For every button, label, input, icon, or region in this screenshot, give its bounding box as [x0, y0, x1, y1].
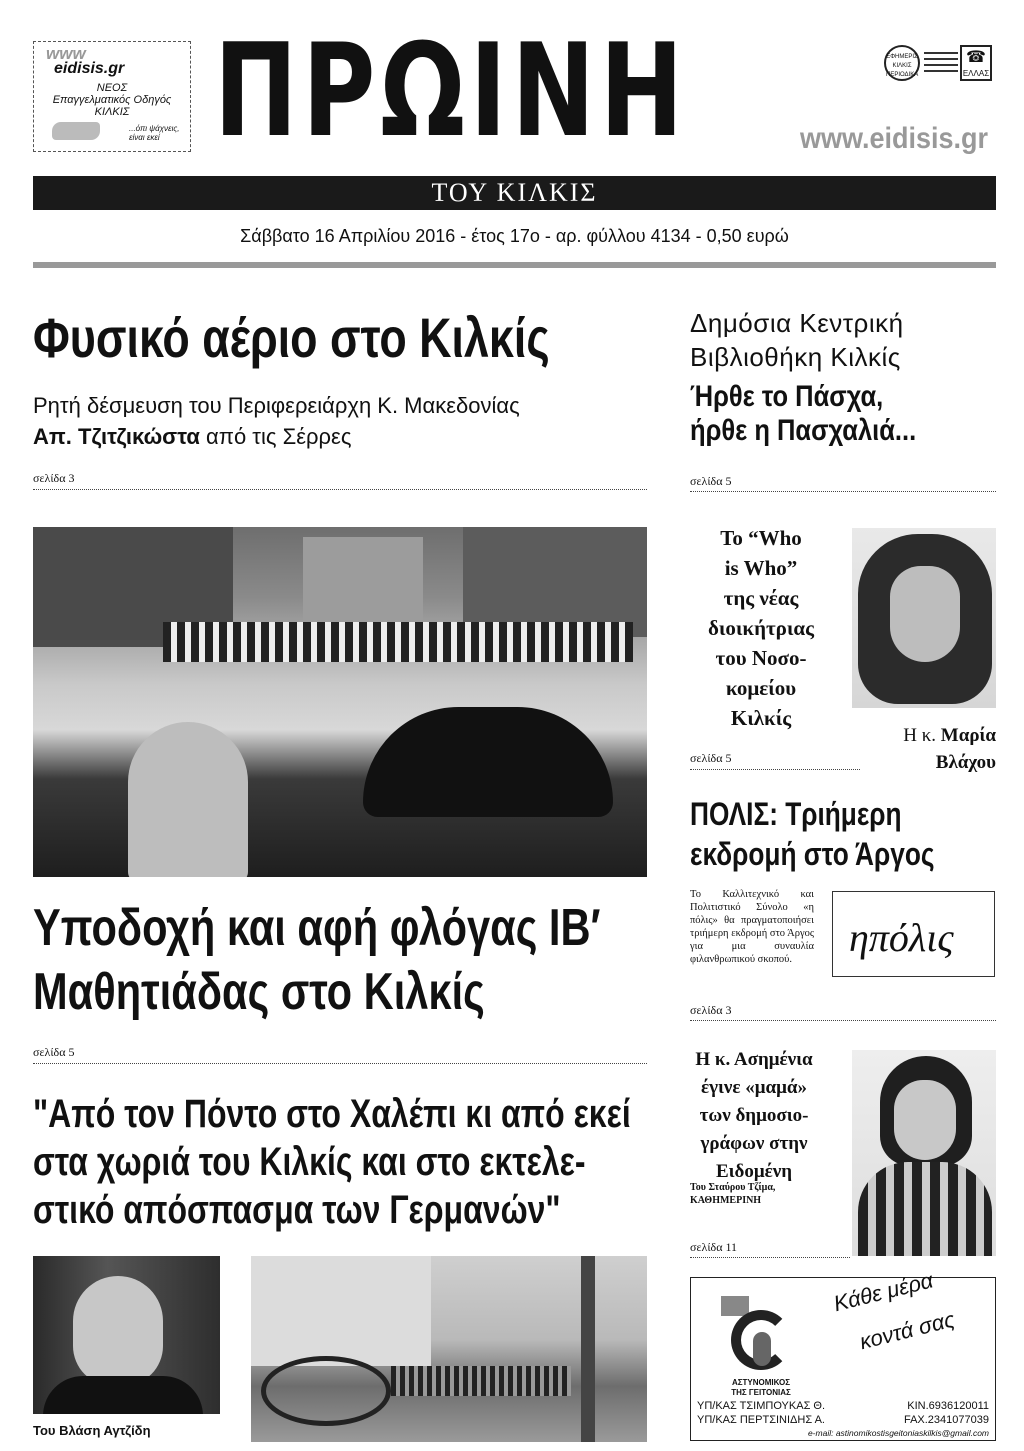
- police-email[interactable]: e-mail: astinomikostisgeitoniaskilkis@gmail.com: [807, 1428, 989, 1438]
- photo-author-portrait: [33, 1256, 220, 1414]
- ad-line-2: Επαγγελματικός Οδηγός: [52, 94, 172, 106]
- header-divider: [33, 262, 996, 268]
- headline-easter-2[interactable]: ήρθε η Πασχαλιά...: [690, 414, 917, 447]
- masthead-subtitle: ΤΟΥ ΚΙΛΚΙΣ: [431, 178, 598, 207]
- police-name-2: ΤΗΣ ΓΕΙΤΟΝΙΑΣ: [731, 1388, 791, 1397]
- ad-url: eidisis.gr: [54, 60, 125, 77]
- library-kicker-1: Δημόσια Κεντρική: [690, 308, 904, 338]
- dateline: Σάββατο 16 Απριλίου 2016 - έτος 17ο - αρ. φύλλου 4134 - 0,50 ευρώ: [240, 226, 789, 246]
- ad-line-3: ΚΙΛΚΙΣ: [94, 106, 130, 118]
- polis-logo: ηπόλις: [832, 891, 995, 977]
- headline-polis-1[interactable]: ΠΟΛΙΣ: Τριήμερη: [690, 796, 902, 832]
- page-ref: σελίδα 5: [690, 751, 732, 765]
- post-horn-icon: ☎: [966, 49, 986, 66]
- ad-line-1: ΝΕΟΣ: [96, 82, 128, 94]
- ad-www: www: [46, 44, 86, 63]
- photo-historical-street: [251, 1256, 647, 1442]
- page-ref: σελίδα 3: [690, 1003, 732, 1017]
- police-slogan-1: Κάθε μέρα: [831, 1267, 936, 1317]
- police-slogan-2: κοντά σας: [857, 1306, 958, 1355]
- headline-asimenia[interactable]: Η κ. Ασημένια έγινε «μαμά» των δημοσιο- γράφων στην Ειδομένη: [695, 1049, 813, 1182]
- dotted-divider: [690, 1257, 850, 1258]
- author-caption: Του Βλάση Αγτζίδη: [33, 1423, 151, 1438]
- dotted-divider: [690, 491, 996, 492]
- ad-tagline: ...όπι ψάχνεις, είναι εκεί: [129, 124, 180, 142]
- photo-asimenia: [852, 1050, 996, 1256]
- headline-easter-1[interactable]: Ήρθε το Πάσχα,: [690, 380, 884, 413]
- header-ad-box[interactable]: [33, 41, 191, 152]
- police-ad-box[interactable]: [690, 1267, 996, 1441]
- police-contact-2: ΥΠ/ΚΑΣ ΠΕΡΤΣΙΝΙΔΗΣ Α. FAX.2341077039: [697, 1414, 989, 1426]
- headline-polis-2[interactable]: εκδρομή στο Άργος: [690, 836, 935, 872]
- headline-pontos-line-2[interactable]: στα χωριά του Κιλκίς και στο εκτελε-: [33, 1140, 586, 1184]
- police-contact-1: ΥΠ/ΚΑΣ ΤΣΙΜΠΟΥΚΑΣ Θ. ΚΙΝ.6936120011: [697, 1400, 989, 1412]
- neighborhood-police-logo-icon: [721, 1296, 801, 1374]
- headline-flame-line-2[interactable]: Μαθητιάδας στο Κιλκίς: [33, 963, 485, 1021]
- page-ref: σελίδα 3: [33, 471, 75, 485]
- library-kicker-2: Βιβλιοθήκη Κιλκίς: [690, 342, 901, 372]
- page-ref: σελίδα 11: [690, 1240, 738, 1254]
- dotted-divider: [690, 769, 860, 770]
- headline-pontos-line-3[interactable]: στικό απόσπασμα των Γερμανών": [33, 1188, 561, 1232]
- headline-natural-gas-sub-1: Ρητή δέσμευση του Περιφερειάρχη Κ. Μακεδονίας: [33, 393, 520, 418]
- asimenia-byline: Του Σταύρου Τζίμα, ΚΑΘΗΜΕΡΙΝΗ: [690, 1182, 776, 1206]
- headline-flame-line-1[interactable]: Υποδοχή και αφή φλόγας ΙΒ′: [33, 899, 601, 957]
- headline-pontos-line-1[interactable]: "Από τον Πόντο στο Χαλέπι κι από εκεί: [33, 1092, 631, 1136]
- polis-body-text: Το Καλλιτεχνικό και Πολιτιστικό Σύνολο «η πόλις» θα πραγματοποιήσει τριήμερη εκδρομή στο Άργος για μια συναυλία φιλανθρωπικού σκοπού.: [690, 889, 814, 965]
- police-name-1: ΑΣΤΥΝΟΜΙΚΟΣ: [731, 1378, 791, 1387]
- page-ref: σελίδα 5: [690, 474, 732, 488]
- headline-natural-gas-sub-2: Απ. Τζιτζικώστα από τις Σέρρες: [33, 424, 352, 449]
- maria-caption-1: Η κ. Μαρία: [903, 725, 996, 746]
- headline-who-is-who[interactable]: Το “Who is Who” της νέας διοικήτριας του Νοσο- κομείου Κιλκίς: [707, 526, 814, 730]
- page-ref: σελίδα 5: [33, 1045, 75, 1059]
- dotted-divider: [33, 1063, 647, 1064]
- masthead-title: ΠΡΩΙΝΗ: [214, 17, 688, 166]
- post-horn-stamp-icon: [960, 45, 992, 81]
- umbrella-shape: [363, 707, 613, 817]
- maria-caption-2: Βλάχου: [935, 752, 996, 773]
- dotted-divider: [690, 1020, 996, 1021]
- hand-icon: [52, 122, 100, 140]
- headline-natural-gas[interactable]: Φυσικό αέριο στο Κιλκίς: [33, 306, 550, 369]
- photo-maria-vlachou: [852, 528, 996, 708]
- site-url-link[interactable]: www.eidisis.gr: [800, 122, 989, 155]
- stamp-country: ΕΛΛΑΣ: [962, 69, 990, 78]
- dotted-divider: [33, 489, 647, 490]
- postmark-lines-icon: [924, 52, 958, 76]
- postal-stamp-icon: ΕΦΗΜΕΡΙΣ ΚΙΛΚΙΣ ΠΕΡΙΟΔΙΚΑ: [884, 45, 920, 81]
- photo-flame-ceremony[interactable]: [33, 527, 647, 877]
